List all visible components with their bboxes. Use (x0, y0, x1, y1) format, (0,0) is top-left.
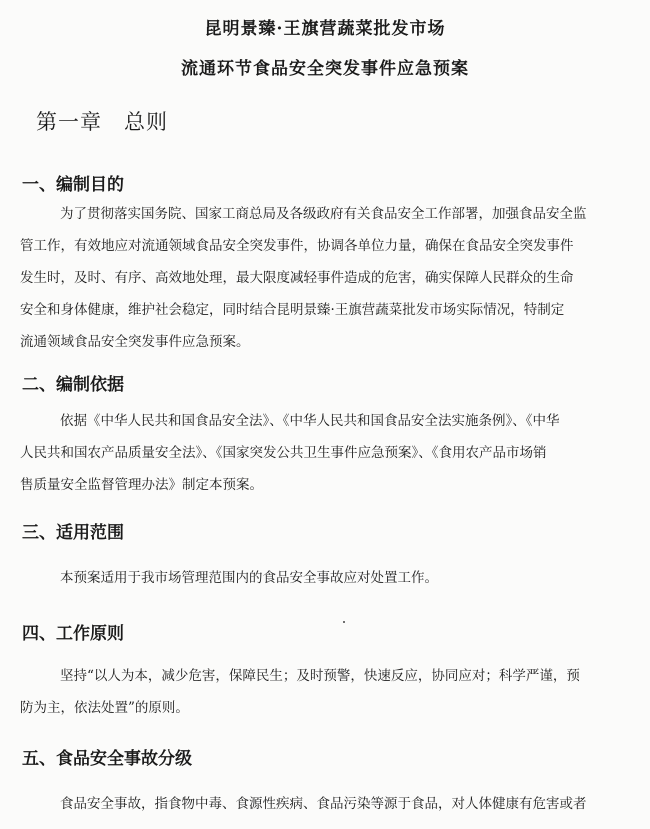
section-body-scope (20, 562, 630, 594)
section-body-basis (20, 405, 630, 501)
paragraph-line: 安全和身体健康，维护社会稳定，同时结合昆明景臻·王旗营蔬菜批发市场实际情况，特制定 (20, 302, 565, 318)
section-body-grading (20, 788, 630, 820)
paragraph-line: 发生时，及时、有序、高效地处理，最大限度减轻事件造成的危害，确实保障人民群众的生命 (20, 270, 574, 286)
paragraph-line: 坚持“以人为本，减少危害，保障民生；及时预警，快速反应，协同应对；科学严谨，预 (60, 668, 580, 684)
section-heading-basis: 二、编制依据 (22, 375, 124, 395)
paragraph-line: 管工作，有效地应对流通领域食品安全突发事件，协调各单位力量，确保在食品安全突发事件 (20, 238, 574, 254)
section-heading-purpose: 一、编制目的 (22, 175, 124, 195)
paragraph-line: 流通领域食品安全突发事件应急预案。 (20, 334, 250, 350)
paragraph-line: 本预案适用于我市场管理范围内的食品安全事故应对处置工作。 (60, 570, 438, 586)
section-heading-grading: 五、食品安全事故分级 (22, 749, 192, 769)
section-heading-principles: 四、工作原则 (22, 624, 124, 644)
paragraph-line: 食品安全事故，指食物中毒、食源性疾病、食品污染等源于食品，对人体健康有危害或者 (60, 796, 587, 812)
paragraph-line: 售质量安全监督管理办法》制定本预案。 (20, 477, 263, 493)
chapter-heading: 第一章 总则 (36, 110, 168, 134)
paragraph-line: 人民共和国农产品质量安全法》、《国家突发公共卫生事件应急预案》、《食用农产品市场销 (20, 445, 547, 461)
document-title-line-1: 昆明景臻·王旗营蔬菜批发市场 (204, 19, 446, 39)
paragraph-line: 为了贯彻落实国务院、国家工商总局及各级政府有关食品安全工作部署，加强食品安全监 (60, 206, 587, 222)
scan-speck (343, 621, 345, 623)
paragraph-line: 依据《中华人民共和国食品安全法》、《中华人民共和国食品安全法实施条例》、《中华 (60, 413, 560, 429)
section-body-principles (20, 660, 630, 724)
document-title-line-2: 流通环节食品安全突发事件应急预案 (181, 59, 469, 79)
paragraph-line: 防为主，依法处置”的原则。 (20, 700, 189, 716)
section-body-purpose (20, 198, 630, 358)
section-heading-scope: 三、适用范围 (22, 523, 124, 543)
